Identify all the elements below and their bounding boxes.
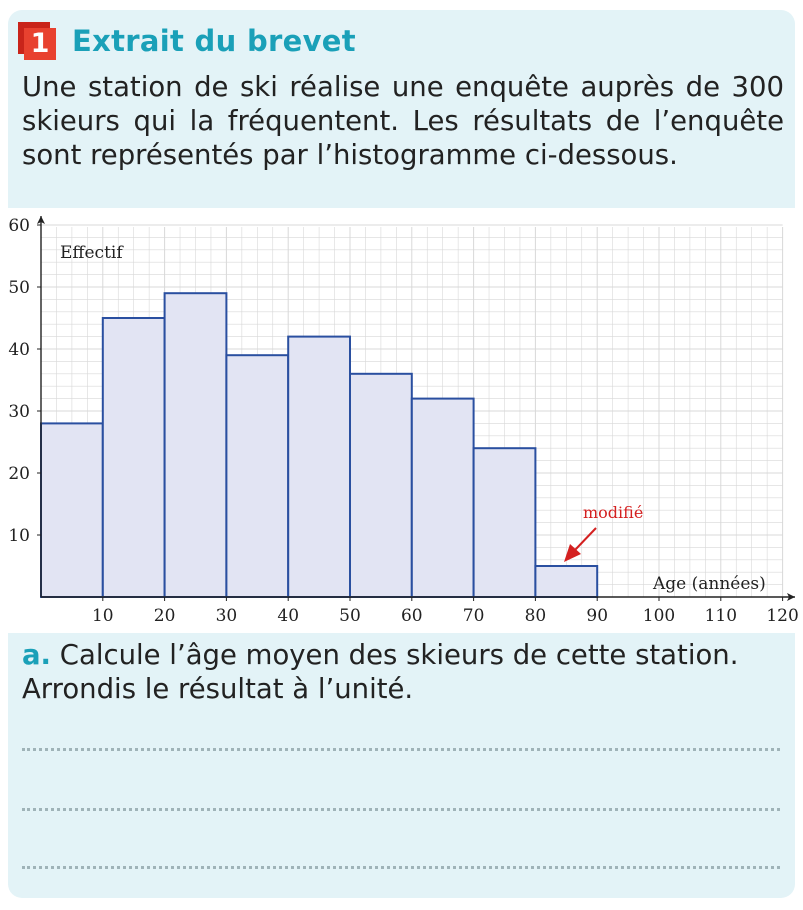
answer-line[interactable] (22, 808, 780, 811)
histogram-bar (288, 337, 350, 597)
histogram-bar (412, 399, 474, 597)
annotation-label: modifié (583, 503, 644, 522)
x-tick-label: 50 (339, 606, 361, 626)
answer-line[interactable] (22, 748, 780, 751)
histogram-svg (0, 208, 803, 633)
question-a (22, 638, 784, 706)
x-tick-label: 70 (462, 606, 485, 626)
exercise-number-badge (18, 22, 56, 60)
histogram-bar (103, 318, 165, 597)
exercise-title: Extrait du brevet (72, 24, 356, 58)
exercise-header (18, 22, 356, 60)
histogram-bar (474, 448, 536, 597)
y-tick-label: 40 (8, 340, 30, 360)
exercise-intro: Une station de ski réalise une enquête auprès de 300 skieurs qui la fréquentent. Les résultats de l’enquête sont représentés par l’histogramme ci-dessous. (22, 71, 784, 171)
answer-line[interactable] (22, 866, 780, 869)
exercise-number: 1 (24, 28, 56, 60)
question-text: Calcule l’âge moyen des skieurs de cette station. Arrondis le résultat à l’unité. (22, 639, 739, 705)
x-tick-label: 20 (153, 606, 176, 626)
x-tick-label: 100 (642, 606, 676, 626)
x-tick-label: 30 (215, 606, 238, 626)
x-tick-label: 110 (704, 606, 738, 626)
histogram-bar (535, 566, 597, 597)
x-tick-label: 40 (277, 606, 300, 626)
x-tick-label: 90 (586, 606, 609, 626)
question-label: a. (22, 639, 52, 671)
histogram-bar (165, 293, 227, 597)
histogram-bar (41, 423, 103, 597)
x-axis-label: Age (années) (653, 574, 766, 594)
x-tick-label: 60 (400, 606, 423, 626)
y-axis-label: Effectif (60, 243, 123, 263)
y-tick-label: 30 (8, 402, 30, 422)
annotation-arrow-shaft (575, 528, 596, 550)
x-tick-label: 10 (91, 606, 114, 626)
y-tick-label: 20 (8, 464, 30, 484)
x-tick-label: 120 (766, 606, 799, 626)
histogram-chart (0, 208, 803, 633)
y-tick-label: 60 (8, 216, 30, 236)
y-tick-label: 10 (8, 526, 30, 546)
histogram-bar (226, 355, 288, 597)
y-tick-label: 50 (8, 278, 30, 298)
x-tick-label: 80 (524, 606, 547, 626)
histogram-bar (350, 374, 412, 597)
